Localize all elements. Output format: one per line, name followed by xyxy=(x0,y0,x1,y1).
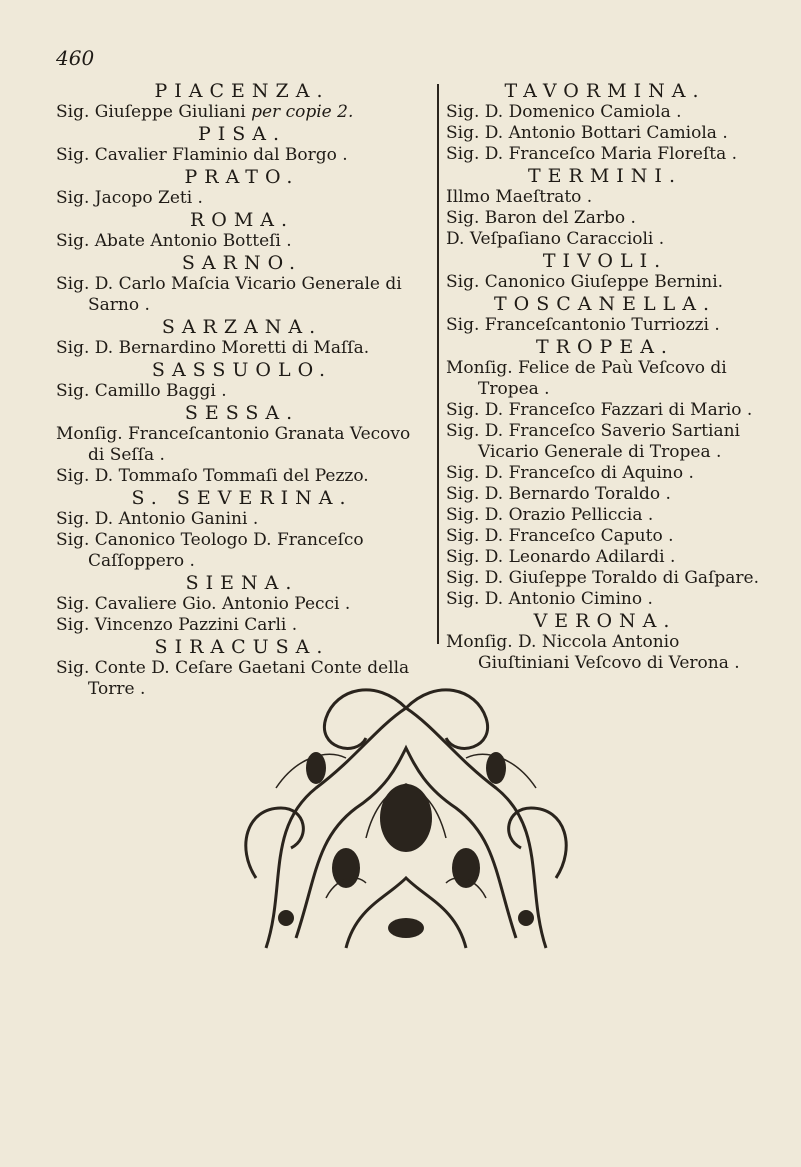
subscriber-entry xyxy=(56,594,428,615)
subscriber-title: Sig. xyxy=(446,400,480,420)
subscriber-title: Sig. xyxy=(56,530,90,550)
subscriber-title: Sig. xyxy=(56,381,90,401)
city-heading-text: S. SEVERINA. xyxy=(131,487,353,509)
subscriber-entry xyxy=(446,102,764,123)
subscriber-entry xyxy=(446,526,764,547)
subscriber-name: D. Antonio Bottari Camiola . xyxy=(484,123,728,143)
subscriber-name: D. Tommaſo Tommaſi del Pezzo. xyxy=(94,466,369,486)
subscriber-entry xyxy=(446,421,764,463)
subscriber-name: D. Orazio Pelliccia . xyxy=(484,505,654,525)
subscriber-entry xyxy=(56,102,428,123)
subscriber-name: D. Franceſco Caputo . xyxy=(484,526,674,546)
subscriber-title: Sig. xyxy=(56,102,90,122)
subscriber-entry xyxy=(56,509,428,530)
subscriber-entry xyxy=(446,123,764,144)
city-heading xyxy=(56,166,428,188)
subscriber-name: D. Bernardo Toraldo . xyxy=(484,484,671,504)
city-heading-text: SASSUOLO. xyxy=(151,359,333,381)
subscriber-name: D. Veſpaſiano Caraccioli . xyxy=(446,229,665,249)
city-heading xyxy=(446,80,764,102)
city-heading-text: TIVOLI. xyxy=(542,250,668,272)
subscriber-title: Sig. xyxy=(446,505,480,525)
column-divider xyxy=(437,84,439,644)
subscriber-entry xyxy=(446,208,764,229)
subscriber-name: D. Niccola Antonio Giuſtiniani Veſcovo di Verona . xyxy=(478,632,740,673)
subscriber-title: Sig. xyxy=(446,315,480,335)
subscriber-entry xyxy=(56,615,428,636)
city-heading-text: TOSCANELLA. xyxy=(493,293,716,315)
floral-vignette-icon xyxy=(226,668,586,980)
city-heading-text: PIACENZA. xyxy=(154,80,330,102)
subscriber-title: Sig. xyxy=(446,208,480,228)
subscriber-name: D. Franceſco Saverio Sartiani Vicario Generale di Tropea . xyxy=(478,421,740,462)
city-heading xyxy=(446,250,764,272)
subscriber-entry xyxy=(446,484,764,505)
city-heading xyxy=(56,316,428,338)
city-heading-text: TERMINI. xyxy=(528,165,682,187)
subscriber-entry xyxy=(56,466,428,487)
city-heading xyxy=(56,123,428,145)
page-number: 460 xyxy=(56,46,95,70)
city-heading-text: VERONA. xyxy=(533,610,677,632)
city-heading xyxy=(56,636,428,658)
subscriber-entry xyxy=(446,187,764,208)
subscriber-entry xyxy=(446,463,764,484)
city-heading xyxy=(56,572,428,594)
subscriber-title: Monſig. xyxy=(56,424,123,444)
subscriber-entry xyxy=(56,338,428,359)
subscriber-title: Monſig. xyxy=(446,358,513,378)
subscriber-entry xyxy=(56,381,428,402)
subscriber-entry xyxy=(446,589,764,610)
subscriber-title: Sig. xyxy=(446,421,480,441)
city-heading xyxy=(56,209,428,231)
city-heading xyxy=(56,252,428,274)
subscriber-entry xyxy=(56,231,428,252)
subscriber-title: Sig. xyxy=(56,231,90,251)
subscriber-title: Sig. xyxy=(446,568,480,588)
subscriber-name: Felice de Paù Veſcovo di Tropea . xyxy=(478,358,727,399)
subscriber-name: Franceſcantonio Turriozzi . xyxy=(484,315,720,335)
subscriber-entry xyxy=(56,274,428,316)
subscriber-title: Sig. xyxy=(446,123,480,143)
city-heading-text: SIRACUSA. xyxy=(154,636,330,658)
subscriber-title: Sig. xyxy=(446,272,480,292)
subscriber-title: Sig. xyxy=(446,547,480,567)
subscriber-name: Conte D. Ceſare Gaetani Conte della Torre . xyxy=(88,658,410,699)
subscriber-entry xyxy=(56,188,428,209)
subscriber-title: Sig. xyxy=(56,509,90,529)
subscriber-name: D. Giuſeppe Toraldo di Gaſpare. xyxy=(484,568,759,588)
subscriber-entry xyxy=(446,547,764,568)
city-heading-text: TROPEA. xyxy=(536,336,674,358)
subscriber-title: Sig. xyxy=(446,526,480,546)
subscriber-entry xyxy=(56,530,428,572)
city-heading-text: SARNO. xyxy=(181,252,303,274)
subscriber-name: D. Leonardo Adilardi . xyxy=(484,547,676,567)
city-heading-text: ROMA. xyxy=(189,209,295,231)
subscriber-entry xyxy=(446,358,764,400)
city-heading-text: PISA. xyxy=(197,123,287,145)
subscriber-name: Franceſcantonio Granata Vecovo di Seſſa . xyxy=(88,424,411,465)
subscriber-title: Sig. xyxy=(56,466,90,486)
subscriber-name: Cavaliere Gio. Antonio Pecci . xyxy=(94,594,351,614)
city-heading-text: SIENA. xyxy=(185,572,299,594)
subscriber-name: D. Antonio Cimino . xyxy=(484,589,653,609)
subscriber-name: D. Franceſco Maria Floreſta . xyxy=(484,144,738,164)
subscriber-list-left xyxy=(56,80,428,700)
subscriber-name: Canonico Teologo D. Franceſco Caſſoppero . xyxy=(88,530,364,571)
subscriber-entry xyxy=(446,505,764,526)
subscriber-entry xyxy=(446,229,764,250)
subscriber-title: Sig. xyxy=(446,589,480,609)
subscriber-name: D. Carlo Maſcia Vicario Generale di Sarno . xyxy=(88,274,402,315)
subscriber-name: Baron del Zarbo . xyxy=(484,208,636,228)
subscriber-name: Illmo Maeſtrato . xyxy=(446,187,593,207)
subscriber-title: Sig. xyxy=(56,145,90,165)
subscriber-title: Sig. xyxy=(56,188,90,208)
city-heading xyxy=(446,293,764,315)
subscriber-name: Vincenzo Pazzini Carli . xyxy=(94,615,298,635)
city-heading xyxy=(446,610,764,632)
subscriber-list-right xyxy=(446,80,764,674)
city-heading xyxy=(56,80,428,102)
subscriber-entry xyxy=(56,145,428,166)
subscriber-name: D. Bernardino Moretti di Maſſa. xyxy=(94,338,370,358)
subscriber-entry xyxy=(446,315,764,336)
subscriber-name: D. Domenico Camiola . xyxy=(484,102,682,122)
subscriber-name: Camillo Baggi . xyxy=(94,381,227,401)
subscriber-title: Sig. xyxy=(446,484,480,504)
city-heading-text: SARZANA. xyxy=(161,316,323,338)
subscriber-name: Canonico Giuſeppe Bernini. xyxy=(484,272,724,292)
city-heading xyxy=(56,359,428,381)
subscriber-entry xyxy=(446,568,764,589)
subscriber-title: Sig. xyxy=(446,102,480,122)
subscriber-name: Abate Antonio Botteſi . xyxy=(94,231,292,251)
subscriber-title: Monſig. xyxy=(446,632,513,652)
subscriber-title: Sig. xyxy=(56,338,90,358)
subscriber-name: D. Antonio Ganini . xyxy=(94,509,259,529)
subscriber-entry xyxy=(446,272,764,293)
city-heading xyxy=(56,402,428,424)
subscriber-name: Giuſeppe Giuliani xyxy=(94,102,246,122)
city-heading xyxy=(446,165,764,187)
city-heading-text: PRATO. xyxy=(184,166,300,188)
subscriber-name: D. Franceſco di Aquino . xyxy=(484,463,694,483)
subscriber-entry xyxy=(446,144,764,165)
subscriber-title: Sig. xyxy=(56,615,90,635)
subscriber-title: Sig. xyxy=(56,594,90,614)
city-heading xyxy=(446,336,764,358)
subscriber-name: Jacopo Zeti . xyxy=(94,188,203,208)
city-heading-text: SESSA. xyxy=(184,402,300,424)
subscriber-title: Sig. xyxy=(56,274,90,294)
subscriber-title: Sig. xyxy=(56,658,90,678)
subscriber-title: Sig. xyxy=(446,144,480,164)
city-heading-text: TAVORMINA. xyxy=(504,80,706,102)
subscriber-title: Sig. xyxy=(446,463,480,483)
subscriber-name: Cavalier Flaminio dal Borgo . xyxy=(94,145,348,165)
subscriber-note: per copie 2. xyxy=(251,102,354,122)
subscriber-name: D. Franceſco Fazzari di Mario . xyxy=(484,400,753,420)
subscriber-entry xyxy=(56,424,428,466)
subscriber-entry xyxy=(446,400,764,421)
city-heading xyxy=(56,487,428,509)
